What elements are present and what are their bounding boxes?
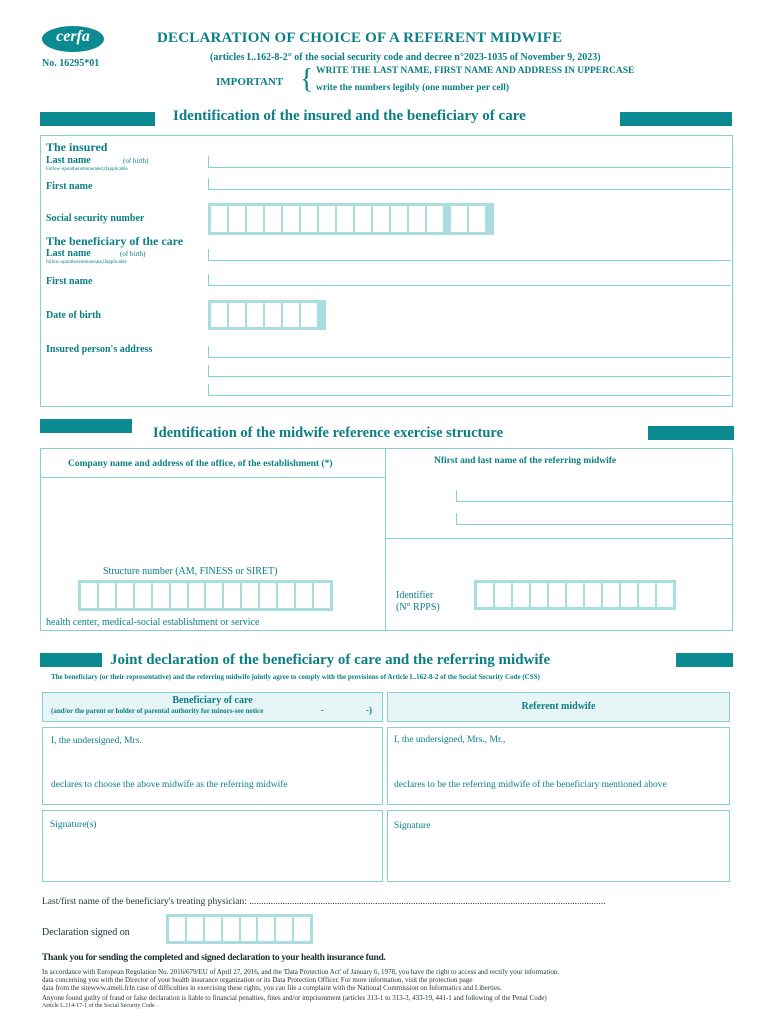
insured-of-birth-label: (of birth) — [123, 157, 149, 165]
important-note-uppercase: WRITE THE LAST NAME, FIRST NAME AND ADDRESS IN UPPERCASE — [316, 66, 635, 76]
address-line-3[interactable] — [208, 384, 731, 396]
section2-title: Identification of the midwife reference exercise structure — [153, 425, 504, 441]
midwife-signature-label: Signature — [394, 821, 431, 831]
legal-text-5: Article L.114-17-1 of the Social Security Code. — [42, 1003, 157, 1009]
section2-bar-left — [40, 419, 132, 433]
midwife-undersigned-label: I, the undersigned, Mrs., Mr., — [394, 735, 506, 745]
midwife-signature-cell[interactable] — [387, 810, 730, 882]
section3-bar-right — [676, 653, 733, 667]
company-name-header: Company name and address of the office, of the establishment (*) — [68, 459, 333, 469]
beneficiary-heading: The beneficiary of the care — [46, 234, 184, 248]
beneficiary-followed-by-label: follow-uponthereumunerate,ifapplicable — [46, 260, 127, 265]
important-brace: { — [300, 64, 314, 95]
beneficiary-undersigned-label: I, the undersigned, Mrs. — [51, 736, 142, 746]
health-center-label: health center, medical-social establishment or service — [46, 617, 260, 628]
beneficiary-first-name-label: First name — [46, 276, 93, 287]
section3-intro: The beneficiary (or their representative) and the referring midwife jointly agree to comply with the provisions of Article L.162-8-2 of the Social Security Code (CSS) — [51, 673, 540, 681]
insured-last-name-label: Last name — [46, 155, 91, 166]
structure-number-field[interactable] — [78, 580, 333, 611]
treating-physician-field[interactable]: Last/first name of the beneficiary's treating physician: ...................................................................................................................................................... — [42, 897, 606, 907]
structure-header-line — [40, 477, 386, 478]
identifier-label: Identifier — [396, 590, 434, 601]
insured-last-name-field[interactable] — [208, 156, 731, 168]
beneficiary-last-name-label: Last name — [46, 248, 91, 259]
important-note-numbers: write the numbers legibly (one number per cell) — [316, 83, 510, 93]
beneficiary-of-birth-label: (of birth) — [120, 250, 146, 258]
section1-bar-right — [620, 112, 732, 126]
page-title: DECLARATION OF CHOICE OF A REFERENT MIDWIFE — [157, 30, 563, 46]
section1-title: Identification of the insured and the beneficiary of care — [173, 108, 526, 124]
beneficiary-subheader: (and/or the parent or holder of parental authority for minors-see notice — [51, 707, 264, 715]
midwife-name-line-2[interactable] — [456, 513, 732, 525]
rpps-field[interactable] — [474, 580, 676, 610]
address-label: Insured person's address — [46, 344, 153, 355]
midwife-header: Referent midwife — [521, 701, 596, 712]
signed-on-date-field[interactable] — [166, 914, 313, 944]
address-line-2[interactable] — [208, 365, 731, 377]
insured-followed-by-label: Follow-upontheremunerated,ifapplicable — [46, 167, 128, 172]
beneficiary-last-name-field[interactable] — [208, 249, 731, 261]
thanks-message: Thank you for sending the completed and signed declaration to your health insurance fund. — [42, 953, 386, 963]
insured-first-name-label: First name — [46, 181, 93, 192]
section3-bar-left — [40, 653, 102, 667]
important-label: IMPORTANT — [216, 76, 284, 88]
signed-on-label: Declaration signed on — [42, 927, 130, 938]
beneficiary-header: Beneficiary of care — [172, 695, 253, 706]
beneficiary-declares-label: declares to choose the above midwife as the referring midwife — [51, 780, 288, 790]
beneficiary-subheader-dash: - — [321, 705, 324, 715]
page-subtitle: (articles L.162-8-2° of the social security code and decree n°2023-1035 of November 9, 2023) — [210, 52, 601, 63]
beneficiary-first-name-field[interactable] — [208, 274, 731, 286]
legal-text-1: In accordance with European Regulation No. 2016/679/EU of April 27, 2016, and the 'Data Protection Act' of January 6, 1978, you have the right to access and rectify your information. — [42, 968, 560, 976]
section1-bar-left — [40, 112, 155, 126]
section2-bar-right — [648, 426, 734, 440]
legal-text-3: data from the sitewww.ameli.frIn case of difficulties in exercising these rights, you can file a complaint with the National Commission on Informatics and Liberties. — [42, 984, 502, 992]
beneficiary-signature-label: Signature(s) — [50, 820, 97, 830]
rpps-label: (N° RPPS) — [396, 602, 440, 613]
form-number: No. 16295*01 — [42, 58, 100, 69]
section3-title: Joint declaration of the beneficiary of care and the referring midwife — [110, 652, 551, 668]
beneficiary-subheader-end: -) — [366, 705, 372, 715]
midwife-declares-label: declares to be the referring midwife of the beneficiary mentioned above — [394, 780, 667, 790]
dob-field[interactable] — [208, 300, 326, 330]
structure-divider — [385, 448, 386, 631]
insured-heading: The insured — [46, 140, 108, 154]
ssn-field[interactable] — [208, 203, 494, 235]
insured-first-name-field[interactable] — [208, 178, 731, 190]
address-line-1[interactable] — [208, 346, 731, 358]
ssn-label: Social security number — [46, 213, 145, 224]
structure-number-label: Structure number (AM, FINESS or SIRET) — [103, 566, 278, 577]
midwife-name-header: Nfirst and last name of the referring midwife — [434, 456, 617, 466]
cerfa-logo-text: cerfa — [56, 28, 90, 45]
legal-text-2: data concerning you with the Director of your health insurance organization or its Data Protection Officer. For more information, visit the protection page — [42, 976, 473, 984]
midwife-name-bottom-line — [385, 538, 733, 539]
legal-text-4: Anyone found guilty of fraud or false declaration is liable to financial penalties, fines and/or imprisonment (articles 313-1 to 313-3, 433-19, 441-1 and following of the Penal Code) — [42, 994, 547, 1002]
midwife-name-line-1[interactable] — [456, 490, 732, 502]
dob-label: Date of birth — [46, 310, 101, 321]
